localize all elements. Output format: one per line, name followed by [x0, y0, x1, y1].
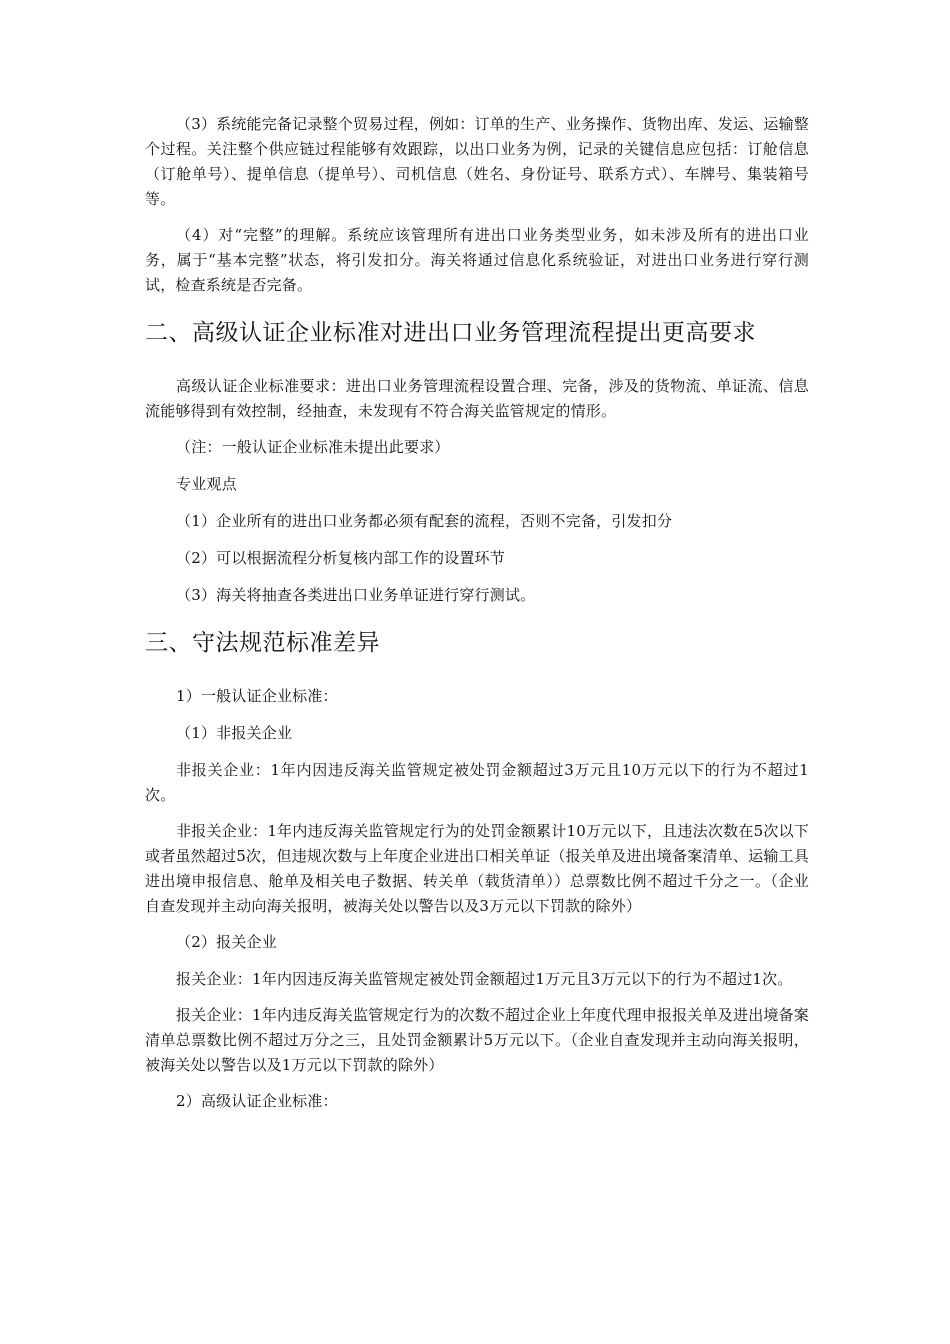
- customs-rule-1: 报关企业：1年内因违反海关监管规定被处罚金额超过1万元且3万元以下的行为不超过1次。: [176, 970, 793, 988]
- non-customs-rule-2: 非报关企业：1年内违反海关监管规定行为的处罚金额累计10万元以下，且违法次数在5次以下或者虽然超过5次，但违规次数与上年度企业进出口相关单证（报关单及进出境备案清单、运输工具进出境申报信息、舱单及相关电子数据、转关单（载货清单））总票数比例不超过千分之一。（企业自查发现并主动向海关报明，被海关处以警告以及3万元以下罚款的除外）: [145, 822, 809, 915]
- paragraph-item-4: （4）对“完整”的理解。系统应该管理所有进出口业务类型业务，如未涉及所有的进出口业务，属于“基本完整”状态，将引发扣分。海关将通过信息化系统验证，对进出口业务进行穿行测试，检查系统是否完备。: [145, 226, 809, 294]
- section-heading-2: 二、高级认证企业标准对进出口业务管理流程提出更高要求: [145, 320, 756, 346]
- customs-rule-2: 报关企业：1年内违反海关监管规定行为的次数不超过企业上年度代理申报报关单及进出境备案清单总票数比例不超过万分之三，且处罚金额累计5万元以下。（企业自查发现并主动向海关报明，被海关处以警告以及1万元以下罚款的除外）: [145, 1006, 809, 1074]
- document-page: [145, 112, 809, 1126]
- non-customs-label: （1）非报关企业: [176, 724, 293, 742]
- paragraph-item-3: （3）系统能完备记录整个贸易过程，例如：订单的生产、业务操作、货物出库、发运、运输整个过程。关注整个供应链过程能够有效跟踪，以出口业务为例，记录的关键信息应包括：订舱信息（订舱单号）、提单信息（提单号）、司机信息（姓名、身份证号、联系方式）、车牌号、集装箱号等。: [145, 115, 809, 208]
- viewpoint-point-1: （1）企业所有的进出口业务都必须有配套的流程，否则不完备，引发扣分: [176, 512, 673, 530]
- advanced-requirement: 高级认证企业标准要求：进出口业务管理流程设置合理、完备，涉及的货物流、单证流、信息流能够得到有效控制，经抽查，未发现有不符合海关监管规定的情形。: [145, 377, 809, 420]
- viewpoint-point-3: （3）海关将抽查各类进出口业务单证进行穿行测试。: [176, 586, 536, 604]
- general-standard-label: 1）一般认证企业标准：: [176, 687, 338, 705]
- section-heading-3: 三、守法规范标准差异: [145, 630, 380, 656]
- note-text: （注：一般认证企业标准未提出此要求）: [176, 438, 450, 456]
- viewpoint-point-2: （2）可以根据流程分析复核内部工作的设置环节: [176, 549, 505, 567]
- advanced-standard-label: 2）高级认证企业标准：: [176, 1092, 338, 1110]
- customs-label: （2）报关企业: [176, 933, 277, 951]
- viewpoint-label: 专业观点: [176, 475, 237, 493]
- non-customs-rule-1: 非报关企业：1年内因违反海关监管规定被处罚金额超过3万元且10万元以下的行为不超过1次。: [145, 761, 809, 804]
